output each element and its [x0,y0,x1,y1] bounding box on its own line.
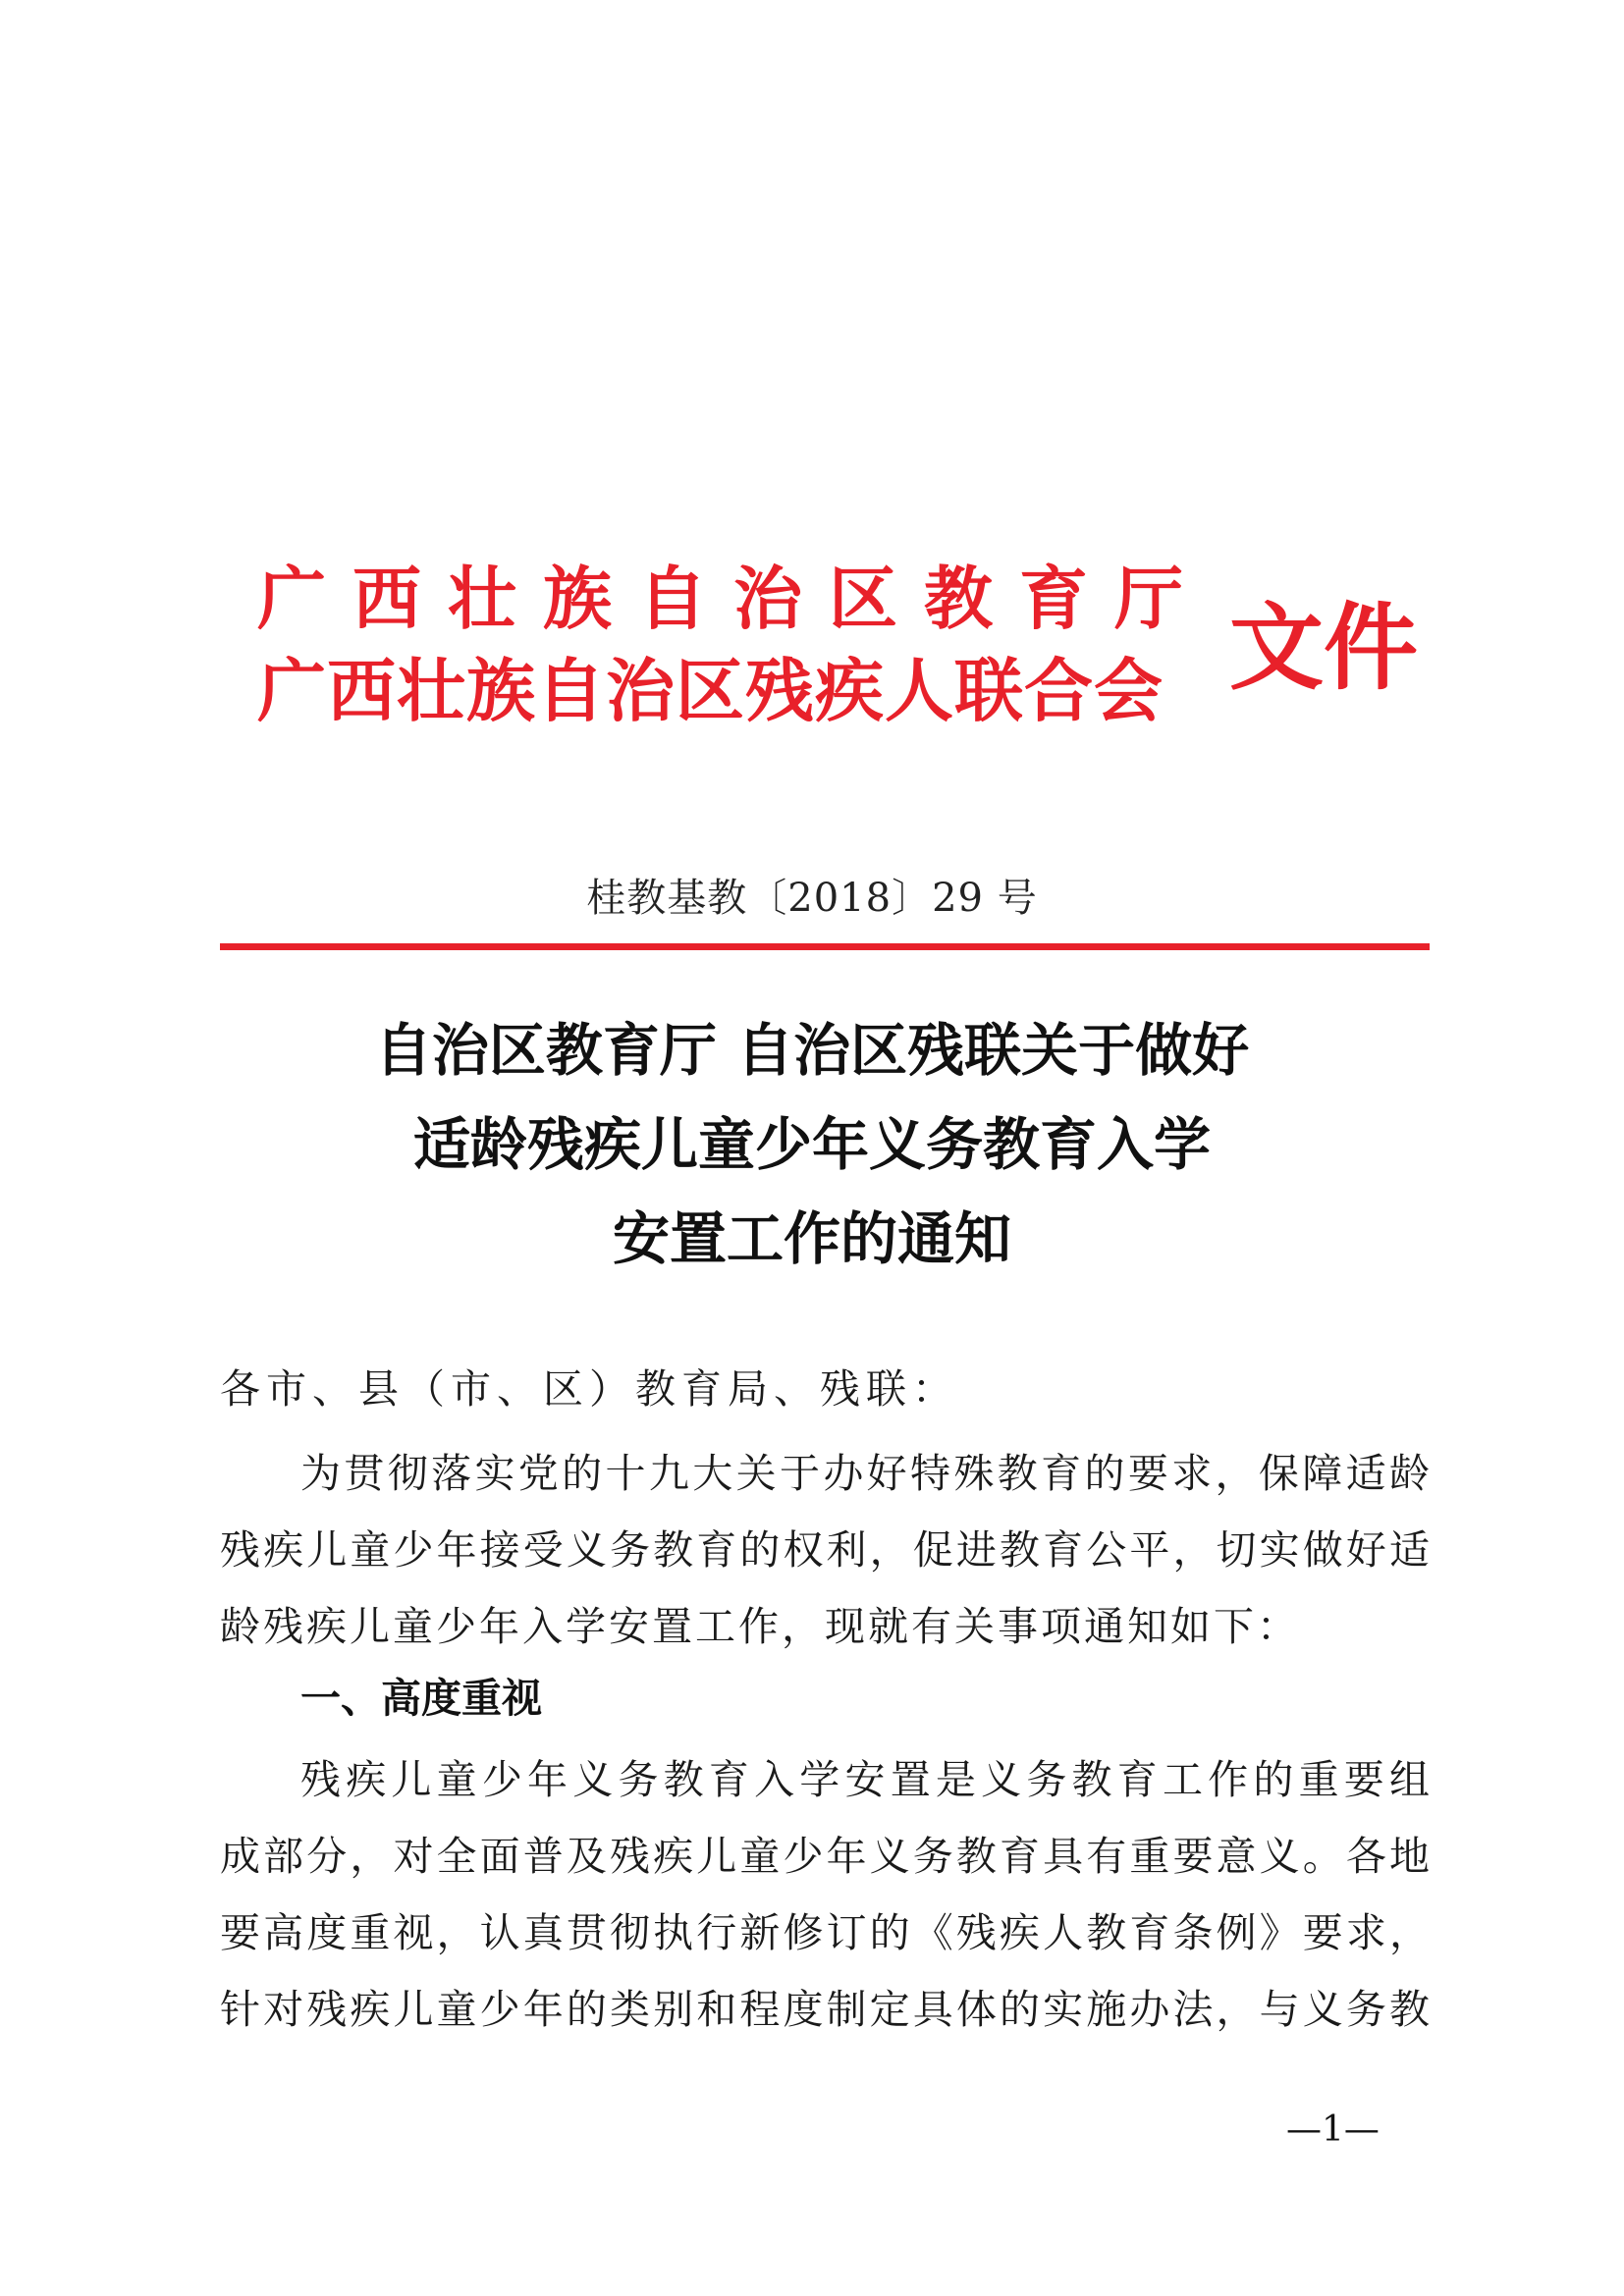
red-divider-line [220,943,1430,950]
document-title [0,1003,1624,1286]
issuer-suffix-document: 文件 [1229,592,1418,703]
paragraph-line: 成部分，对全面普及残疾儿童少年义务教育具有重要意义。各地 [220,1833,1430,1880]
page-number: —1— [1286,2109,1380,2150]
issuer-line-education-department: 广西壮族自治区教育厅 [257,558,1210,639]
title-line-2: 适龄残疾儿童少年义务教育入学 [412,1111,1211,1178]
issuer-header [257,555,1416,751]
title-line-3: 安置工作的通知 [612,1205,1011,1272]
section-heading-1: 一、高度重视 [300,1675,542,1722]
paragraph-line: 残疾儿童少年义务教育入学安置是义务教育工作的重要组 [300,1756,1430,1803]
paragraph-line: 针对残疾儿童少年的类别和程度制定具体的实施办法，与义务教 [220,1986,1430,2033]
salutation: 各市、县（市、区）教育局、残联： [220,1365,958,1413]
paragraph-line: 要高度重视，认真贯彻执行新修订的《残疾人教育条例》要求， [220,1909,1430,1956]
paragraph-section-1 [220,1741,1430,2048]
paragraph-line: 龄残疾儿童少年入学安置工作，现就有关事项通知如下： [220,1603,1300,1650]
issuer-line-disabled-persons-federation: 广西壮族自治区残疾人联合会 [257,650,1164,731]
paragraph-line: 为贯彻落实党的十九大关于办好特殊教育的要求，保障适龄 [300,1450,1430,1497]
paragraph-line: 残疾儿童少年接受义务教育的权利，促进教育公平，切实做好适 [220,1526,1430,1574]
paragraph-intro [220,1435,1430,1665]
title-line-1: 自治区教育厅 自治区残联关于做好 [374,1017,1250,1084]
document-number: 桂教基教〔2018〕29 号 [586,876,1038,921]
